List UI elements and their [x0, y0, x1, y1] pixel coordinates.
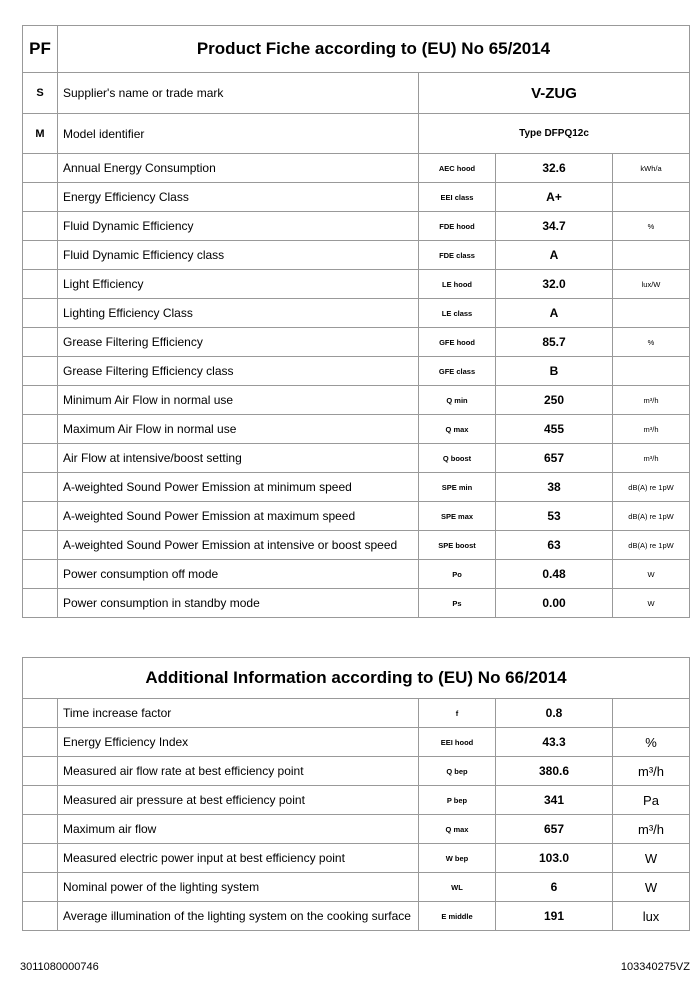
model-value: Type DFPQ12c	[419, 114, 690, 154]
row-code: Q max	[419, 815, 496, 844]
supplier-value: V-ZUG	[419, 73, 690, 114]
table-row	[23, 589, 690, 618]
row-value: 63	[496, 531, 613, 560]
row-index-cell	[23, 357, 58, 386]
table-row	[23, 531, 690, 560]
table1-title: Product Fiche according to (EU) No 65/2014	[58, 26, 690, 73]
row-code: LE class	[419, 299, 496, 328]
row-label: Grease Filtering Efficiency class	[58, 357, 419, 386]
table-row	[23, 473, 690, 502]
table-row	[23, 241, 690, 270]
row-unit: dB(A) re 1pW	[613, 502, 690, 531]
row-code: LE hood	[419, 270, 496, 299]
table-row	[23, 873, 690, 902]
row-value: 341	[496, 786, 613, 815]
row-value: 380.6	[496, 757, 613, 786]
row-value: A	[496, 299, 613, 328]
row-value: 657	[496, 815, 613, 844]
row-value: 34.7	[496, 212, 613, 241]
row-index-cell	[23, 241, 58, 270]
row-code: EEI hood	[419, 728, 496, 757]
row-code: P bep	[419, 786, 496, 815]
row-label: Nominal power of the lighting system	[58, 873, 419, 902]
row-value: 103.0	[496, 844, 613, 873]
table-row	[23, 728, 690, 757]
table-row	[23, 299, 690, 328]
row-value: 0.8	[496, 699, 613, 728]
row-label: Power consumption off mode	[58, 560, 419, 589]
row-label: Time increase factor	[58, 699, 419, 728]
table-row	[23, 386, 690, 415]
table-row	[23, 844, 690, 873]
row-unit: lux/W	[613, 270, 690, 299]
table-row	[23, 357, 690, 386]
row-code: FDE class	[419, 241, 496, 270]
row-index-cell	[23, 560, 58, 589]
row-index-cell	[23, 815, 58, 844]
row-index-cell	[23, 728, 58, 757]
row-index-cell	[23, 844, 58, 873]
row-index-cell	[23, 270, 58, 299]
row-unit: %	[613, 728, 690, 757]
supplier-label: Supplier's name or trade mark	[58, 73, 419, 114]
row-value: 657	[496, 444, 613, 473]
row-unit: W	[613, 873, 690, 902]
table-row	[23, 815, 690, 844]
table1-code-cell: PF	[23, 26, 58, 73]
row-code: AEC hood	[419, 154, 496, 183]
row-unit: m³/h	[613, 815, 690, 844]
table-row	[23, 444, 690, 473]
row-label: A-weighted Sound Power Emission at intensive or boost speed	[58, 531, 419, 560]
row-code: GFE hood	[419, 328, 496, 357]
row-code: Ps	[419, 589, 496, 618]
row-index-cell	[23, 473, 58, 502]
row-label: A-weighted Sound Power Emission at minimum speed	[58, 473, 419, 502]
row-code: Q min	[419, 386, 496, 415]
row-value: 32.6	[496, 154, 613, 183]
row-code: EEI class	[419, 183, 496, 212]
row-unit: W	[613, 589, 690, 618]
row-label: Power consumption in standby mode	[58, 589, 419, 618]
row-unit: dB(A) re 1pW	[613, 473, 690, 502]
row-unit: W	[613, 560, 690, 589]
row-unit	[613, 357, 690, 386]
row-unit	[613, 699, 690, 728]
table-row	[23, 502, 690, 531]
table-row	[23, 154, 690, 183]
row-label: Minimum Air Flow in normal use	[58, 386, 419, 415]
row-value: 0.48	[496, 560, 613, 589]
row-code: Q max	[419, 415, 496, 444]
row-unit: m³/h	[613, 757, 690, 786]
row-value: 191	[496, 902, 613, 931]
footer-reference-number: 103340275VZ	[620, 961, 690, 973]
row-index-cell	[23, 531, 58, 560]
model-code-cell: M	[23, 114, 58, 154]
row-index-cell	[23, 873, 58, 902]
table-row	[23, 699, 690, 728]
row-unit	[613, 241, 690, 270]
row-code: Q bep	[419, 757, 496, 786]
row-value: A+	[496, 183, 613, 212]
row-label: Measured air flow rate at best efficiency point	[58, 757, 419, 786]
row-index-cell	[23, 786, 58, 815]
row-unit	[613, 183, 690, 212]
row-value: A	[496, 241, 613, 270]
table-row	[23, 114, 690, 154]
row-code: W bep	[419, 844, 496, 873]
row-unit: kWh/a	[613, 154, 690, 183]
row-label: Energy Efficiency Class	[58, 183, 419, 212]
table-row	[23, 270, 690, 299]
row-label: Measured air pressure at best efficiency point	[58, 786, 419, 815]
table-row	[23, 902, 690, 931]
row-value: 43.3	[496, 728, 613, 757]
row-label: Fluid Dynamic Efficiency	[58, 212, 419, 241]
row-label: Energy Efficiency Index	[58, 728, 419, 757]
row-code: WL	[419, 873, 496, 902]
table-row	[23, 73, 690, 114]
row-code: Po	[419, 560, 496, 589]
row-label: Maximum Air Flow in normal use	[58, 415, 419, 444]
row-unit: dB(A) re 1pW	[613, 531, 690, 560]
row-unit: lux	[613, 902, 690, 931]
row-index-cell	[23, 328, 58, 357]
row-label: Measured electric power input at best efficiency point	[58, 844, 419, 873]
table-row	[23, 183, 690, 212]
row-index-cell	[23, 502, 58, 531]
row-unit: %	[613, 212, 690, 241]
supplier-code-cell: S	[23, 73, 58, 114]
row-unit: m³/h	[613, 444, 690, 473]
row-value: 455	[496, 415, 613, 444]
row-value: 250	[496, 386, 613, 415]
row-index-cell	[23, 444, 58, 473]
row-label: Annual Energy Consumption	[58, 154, 419, 183]
row-value: 32.0	[496, 270, 613, 299]
row-label: Maximum air flow	[58, 815, 419, 844]
row-unit: m³/h	[613, 415, 690, 444]
row-index-cell	[23, 902, 58, 931]
row-unit: Pa	[613, 786, 690, 815]
row-value: 6	[496, 873, 613, 902]
row-code: SPE min	[419, 473, 496, 502]
row-code: SPE max	[419, 502, 496, 531]
table-row	[23, 560, 690, 589]
table-row	[23, 786, 690, 815]
table-row	[23, 212, 690, 241]
model-label: Model identifier	[58, 114, 419, 154]
table-row	[23, 328, 690, 357]
row-code: SPE boost	[419, 531, 496, 560]
row-code: FDE hood	[419, 212, 496, 241]
row-code: E middle	[419, 902, 496, 931]
table-row	[23, 415, 690, 444]
row-value: 85.7	[496, 328, 613, 357]
row-index-cell	[23, 757, 58, 786]
row-label: A-weighted Sound Power Emission at maximum speed	[58, 502, 419, 531]
row-label: Average illumination of the lighting system on the cooking surface	[58, 902, 419, 931]
row-index-cell	[23, 183, 58, 212]
table2-title: Additional Information according to (EU) No 66/2014	[23, 658, 690, 699]
product-fiche-table	[22, 25, 690, 618]
table-row	[23, 658, 690, 699]
row-value: B	[496, 357, 613, 386]
table-row	[23, 757, 690, 786]
row-index-cell	[23, 212, 58, 241]
row-index-cell	[23, 699, 58, 728]
row-code: f	[419, 699, 496, 728]
row-unit: m³/h	[613, 386, 690, 415]
row-value: 0.00	[496, 589, 613, 618]
row-code: GFE class	[419, 357, 496, 386]
row-unit	[613, 299, 690, 328]
row-unit: W	[613, 844, 690, 873]
row-label: Light Efficiency	[58, 270, 419, 299]
row-value: 38	[496, 473, 613, 502]
row-index-cell	[23, 589, 58, 618]
row-value: 53	[496, 502, 613, 531]
additional-info-table	[22, 657, 690, 931]
row-index-cell	[23, 299, 58, 328]
row-index-cell	[23, 154, 58, 183]
row-index-cell	[23, 415, 58, 444]
table-row	[23, 26, 690, 73]
row-index-cell	[23, 386, 58, 415]
row-label: Lighting Efficiency Class	[58, 299, 419, 328]
row-label: Grease Filtering Efficiency	[58, 328, 419, 357]
row-label: Air Flow at intensive/boost setting	[58, 444, 419, 473]
row-unit: %	[613, 328, 690, 357]
footer-document-number: 3011080000746	[20, 961, 99, 973]
row-label: Fluid Dynamic Efficiency class	[58, 241, 419, 270]
row-code: Q boost	[419, 444, 496, 473]
